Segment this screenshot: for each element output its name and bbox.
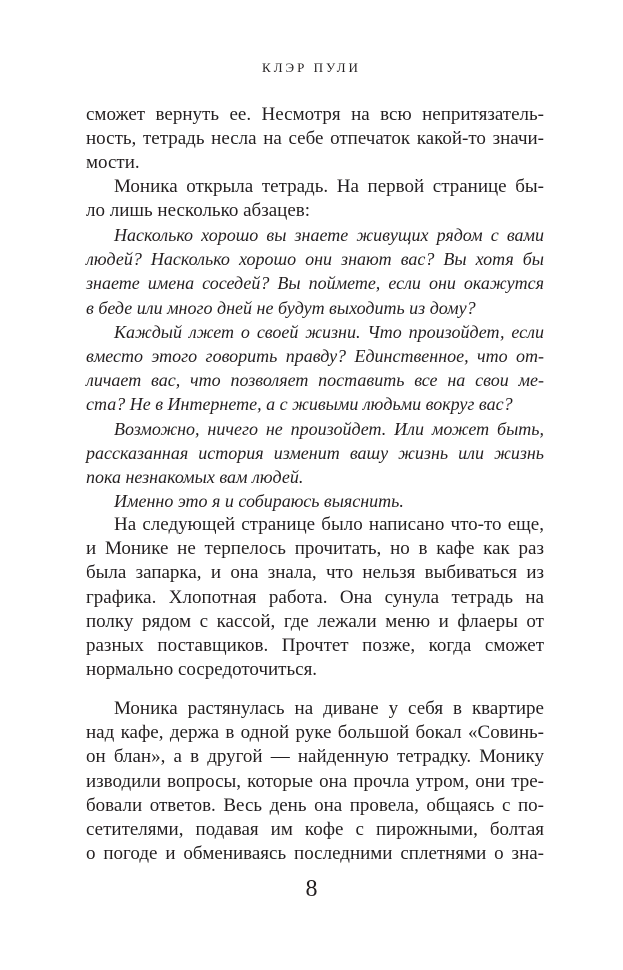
- text-line: Моника открыла тетрадь. На первой странице бы-: [114, 176, 544, 197]
- text-line: ло лишь несколько абзацев:: [86, 200, 311, 222]
- text-line: графика. Хлопотная работа. Она сунула тетрадь на: [86, 586, 544, 608]
- text-line: нормально сосредоточиться.: [86, 659, 318, 681]
- text-line: ность, тетрадь несла на себе отпечаток какой-то значи-: [86, 128, 544, 150]
- quote-line: Именно это я и собираюсь выяснить.: [114, 491, 404, 512]
- quote-line: Каждый лжет о своей жизни. Что произойдет, если: [114, 321, 544, 342]
- text-line: Моника растянулась на диване у себя в квартире: [114, 698, 544, 719]
- quote-line: вместо этого говорить правду? Единственное, что от-: [86, 345, 544, 366]
- quote-line: Насколько хорошо вы знаете живущих рядом с вами: [114, 225, 544, 245]
- page-number: 8: [305, 876, 318, 902]
- quote-line: личает вас, что позволяет поставить все на свои ме-: [86, 370, 544, 391]
- paragraph-notebook-opened: [86, 175, 544, 223]
- notebook-quote: [86, 223, 544, 513]
- quote-line: ста? Не в Интернете, а с живыми людьми вокруг вас?: [86, 394, 513, 415]
- text-line: мости.: [86, 152, 140, 174]
- text-line: полку рядом с кассой, где лежали меню и флаеры от: [86, 610, 544, 632]
- paragraph-cafe-rush: [86, 513, 544, 682]
- text-line: бовали ответов. Весь день она провела, общаясь с по-: [86, 794, 544, 816]
- text-line: сможет вернуть ее. Несмотря на всю непритязатель-: [86, 104, 544, 125]
- paragraph-continued: [86, 103, 544, 176]
- text-line: изводили вопросы, которые она прочла утром, они тре-: [86, 770, 544, 792]
- quote-line: знаете имена соседей? Вы поймете, если они окажутся: [86, 273, 544, 294]
- quote-line: в беде или много дней не будут выходить из дому?: [86, 297, 476, 318]
- text-line: сетителями, подавая им кофе с пирожными, болтая: [86, 818, 544, 840]
- text-line: над кафе, держа в одной руке большой бокал «Совинь-: [86, 722, 544, 744]
- quote-line: Возможно, ничего не произойдет. Или может быть,: [114, 418, 544, 439]
- running-head: КЛЭР ПУЛИ: [262, 60, 361, 75]
- text-line: На следующей странице было написано что-то еще,: [114, 514, 544, 535]
- quote-line: рассказанная история изменит вашу жизнь или жизнь: [86, 442, 544, 463]
- text-line: разных поставщиков. Прочтет позже, когда сможет: [86, 634, 544, 656]
- text-line: была запарка, и она знала, что нельзя выбиваться из: [86, 562, 544, 584]
- text-line: и Монике не терпелось прочитать, но в кафе как раз: [86, 538, 544, 560]
- text-line: о погоде и обмениваясь последними сплетнями о зна-: [86, 843, 544, 865]
- quote-line: людей? Насколько хорошо они знают вас? Вы хотя бы: [86, 249, 544, 270]
- paragraph-evening-sofa: [86, 697, 544, 866]
- text-line: он блан», а в другой — найденную тетрадку. Монику: [86, 746, 544, 768]
- quote-line: пока незнакомых вам людей.: [86, 466, 304, 487]
